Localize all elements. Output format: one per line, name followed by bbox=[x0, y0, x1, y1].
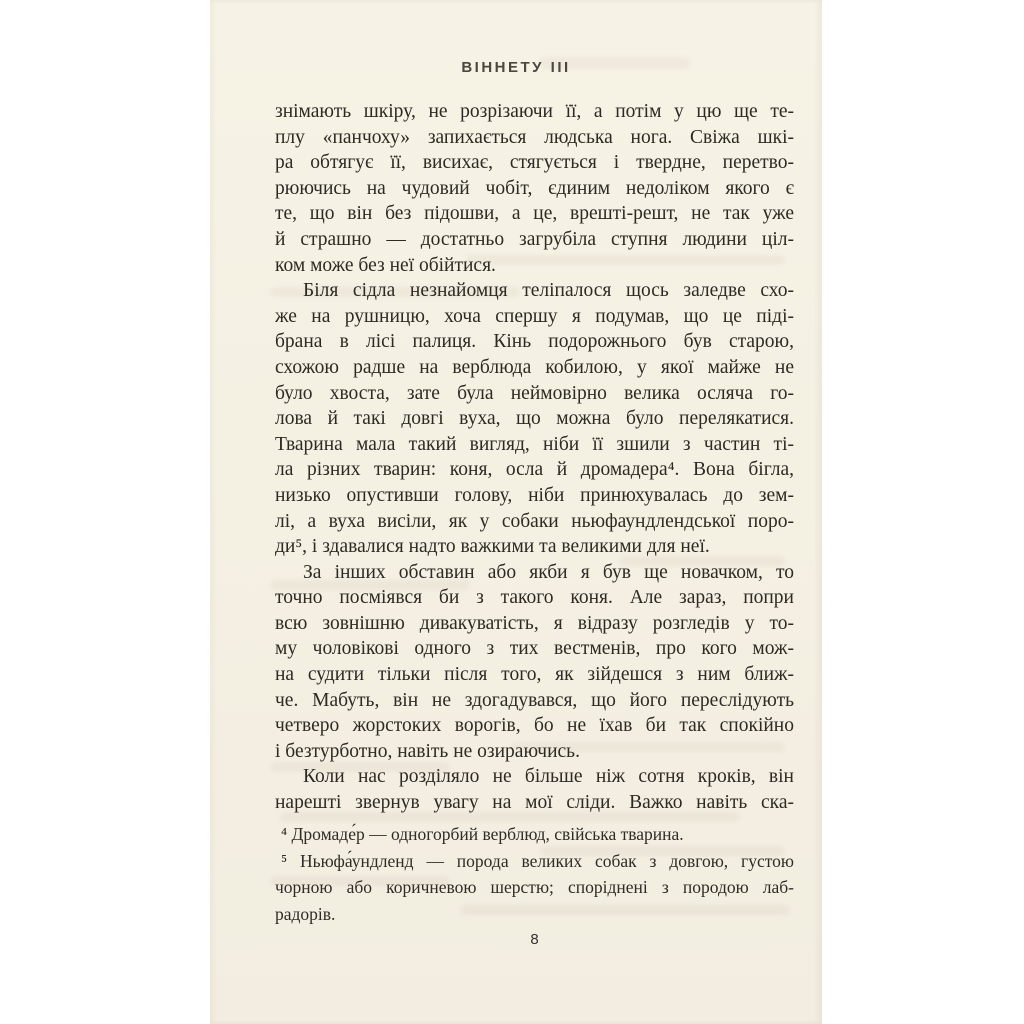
text-line: же на рушницю, хоча спершу я подумав, що це піді- bbox=[275, 305, 794, 327]
paragraph bbox=[275, 764, 794, 815]
text-line: знімають шкіру, не розрізаючи її, а потім у цю ще те- bbox=[275, 101, 794, 122]
text-line: лі, а вуха висіли, як у собаки ньюфаундлендської поро- bbox=[275, 510, 794, 532]
paragraph bbox=[275, 99, 794, 278]
body-text bbox=[275, 99, 794, 816]
text-line: рюючись на чудовий чобіт, єдиним недоліком якого є bbox=[275, 177, 794, 199]
text-line: нарешті звернув увагу на мої сліди. Важко навіть ска- bbox=[275, 792, 794, 814]
text-line: лова й такі довгі вуха, що можна було перелякатися. bbox=[275, 408, 794, 430]
footnotes bbox=[275, 821, 794, 927]
text-line: те, що він без підошви, а це, врешті-решт, не так уже bbox=[275, 203, 794, 225]
book-page bbox=[210, 0, 822, 1024]
text-line: низько опустивши голову, ніби принюхувалась до зем- bbox=[275, 484, 794, 506]
text-line: Коли нас розділяло не більше ніж сотня кроків, він bbox=[303, 766, 794, 788]
text-line: Біля сідла незнайомця теліпалося щось заледве схо- bbox=[303, 280, 794, 302]
text-line: і безтурботно, навіть не озираючись. bbox=[275, 740, 580, 762]
paragraph bbox=[275, 848, 794, 928]
page-number: 8 bbox=[530, 931, 539, 948]
text-line: четверо жорстоких ворогів, бо не їхав би так спокійно bbox=[275, 715, 794, 737]
text-line: За інших обставин або якби я був ще новачком, то bbox=[303, 561, 794, 583]
paragraph bbox=[275, 821, 794, 848]
text-line: точно посміявся би з такого коня. Але зараз, попри bbox=[275, 587, 794, 609]
text-line: чорною або коричневою шерстю; споріднені з породою лаб- bbox=[275, 877, 794, 898]
text-line: на судити тільки після того, як зійдешся з ним ближ- bbox=[275, 664, 794, 686]
paragraph bbox=[275, 560, 794, 765]
text-line: Тварина мала такий вигляд, ніби її зшили з частин ті- bbox=[275, 433, 794, 455]
text-line: схожою радше на верблюда кобилою, у якої майже не bbox=[275, 356, 794, 378]
text-line: й страшно — достатньо загрубіла ступня людини ціл- bbox=[275, 228, 794, 250]
running-head: ВІННЕТУ ІІІ bbox=[461, 59, 571, 76]
text-line: ра обтягує її, висихає, стягується і твердне, перетво- bbox=[275, 152, 794, 174]
text-line: ⁵ Ньюфа́ундленд — порода великих собак з довгою, густою bbox=[281, 850, 794, 871]
text-line: ⁴ Дромаде́р — одногорбий верблюд, свійська тварина. bbox=[281, 824, 684, 844]
text-line: брана в лісі палиця. Кінь подорожнього був старою, bbox=[275, 331, 794, 353]
text-line: му чоловікові одного з тих вестменів, про кого мож- bbox=[275, 638, 794, 660]
text-line: ком може без неї обійтися. bbox=[275, 254, 496, 276]
text-line: плу «панчоху» запихається людська нога. Свіжа шкі- bbox=[275, 126, 794, 148]
paragraph bbox=[275, 278, 794, 560]
text-line: че. Мабуть, він не здогадувався, що його переслідують bbox=[275, 689, 794, 711]
text-line: ла різних тварин: коня, осла й дромадера⁴. Вона бігла, bbox=[275, 459, 794, 481]
text-line: ди⁵, і здавалися надто важкими та великими для неї. bbox=[275, 536, 710, 558]
text-line: всю зовнішню дивакуватість, я відразу розгледів у то- bbox=[275, 612, 794, 634]
text-line: було хвоста, зате була неймовірно велика осляча го- bbox=[275, 382, 794, 404]
text-line: радорів. bbox=[275, 903, 336, 924]
